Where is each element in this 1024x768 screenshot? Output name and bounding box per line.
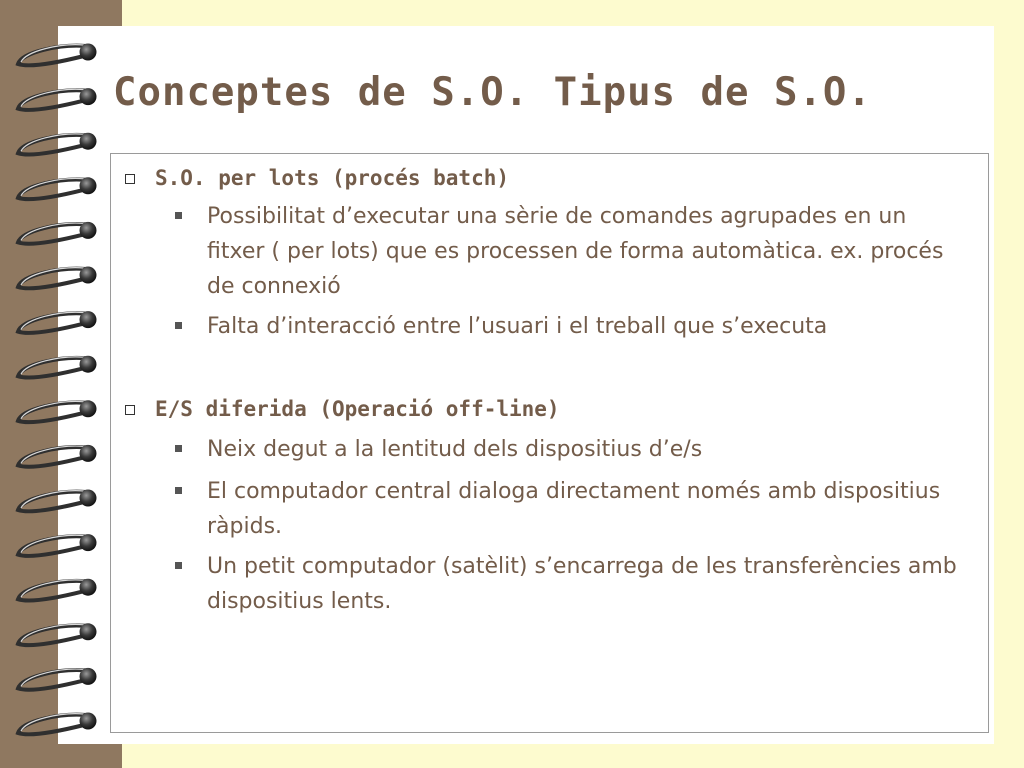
square-bullet-icon [175, 562, 182, 569]
square-bullet-icon [175, 322, 182, 329]
bullet-text: Falta d’interacció entre l’usuari i el treball que s’executa [207, 314, 828, 339]
square-bullet-icon [175, 487, 182, 494]
checkbox-bullet-icon [125, 405, 135, 415]
bullet-point [175, 474, 965, 544]
bullet-text: El computador central dialoga directament només amb dispositius ràpids. [207, 479, 941, 539]
section-heading-text: E/S diferida (Operació off-line) [155, 397, 560, 421]
binding-ring [18, 490, 97, 512]
bullet-point [175, 432, 965, 467]
binding-ring [18, 177, 97, 199]
binding-ring [18, 88, 97, 110]
content-box [110, 153, 989, 733]
spiral-binding [0, 0, 122, 768]
bullet-point [175, 199, 965, 304]
binding-ring [18, 356, 97, 378]
bullet-text: Possibilitat d’executar una sèrie de comandes agrupades en un fitxer ( per lots) que es processen de forma automàtica. ex. procés de connexió [207, 204, 944, 299]
binding-ring [18, 311, 97, 333]
binding-ring [18, 623, 97, 645]
bullet-point [175, 549, 965, 619]
binding-ring [18, 445, 97, 467]
binding-ring [18, 222, 97, 244]
section-heading [125, 166, 509, 190]
square-bullet-icon [175, 212, 182, 219]
binding-ring [18, 579, 97, 601]
bullet-text: Neix degut a la lentitud dels dispositius d’e/s [207, 437, 703, 462]
binding-ring [18, 668, 97, 690]
square-bullet-icon [175, 445, 182, 452]
section-heading [125, 397, 560, 421]
binding-ring [18, 44, 97, 66]
binding-ring [18, 534, 97, 556]
binding-ring [18, 713, 97, 735]
binding-ring [18, 267, 97, 289]
slide-title: Conceptes de S.O. Tipus de S.O. [113, 70, 872, 115]
binding-ring [18, 400, 97, 422]
bullet-point [175, 309, 965, 344]
checkbox-bullet-icon [125, 174, 135, 184]
section-heading-text: S.O. per lots (procés batch) [155, 166, 510, 190]
bullet-text: Un petit computador (satèlit) s’encarrega de les transferències amb dispositius lents. [207, 554, 957, 614]
binding-ring [18, 133, 97, 155]
